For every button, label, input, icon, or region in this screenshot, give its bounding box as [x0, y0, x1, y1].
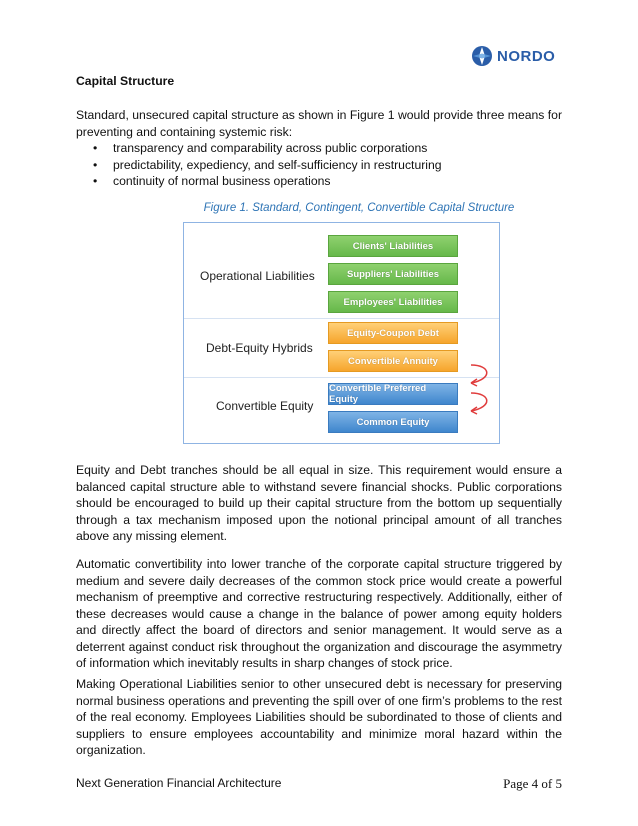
bullet-item: • transparency and comparability across public corporations — [76, 140, 562, 157]
bullet-item: • predictability, expediency, and self-sufficiency in restructuring — [76, 157, 562, 174]
intro-paragraph: Standard, unsecured capital structure as shown in Figure 1 would provide three means for preventing and containing systemic risk: — [76, 108, 562, 139]
footer-title: Next Generation Financial Architecture — [76, 776, 282, 790]
conversion-arrows — [467, 361, 497, 421]
bullet-item: • continuity of normal business operations — [76, 173, 562, 190]
tranche-convertible-preferred-equity: Convertible Preferred Equity — [328, 383, 458, 405]
section-heading: Capital Structure — [76, 74, 175, 88]
tranche-employees-liabilities: Employees' Liabilities — [328, 291, 458, 313]
figure-caption: Figure 1. Standard, Contingent, Convertible Capital Structure — [203, 202, 515, 214]
tranche-common-equity: Common Equity — [328, 411, 458, 433]
conversion-arrow-icon — [471, 365, 487, 383]
logo — [471, 44, 555, 68]
page-footer — [76, 776, 562, 792]
paragraph-tranche-size: Equity and Debt tranches should be all equal in size. This requirement would ensure a balanced capital structure able to withstand severe financial shocks. Public corporations should be encouraged to build up their capital structure from the bottom up sequentially through a tax mechanism imposed upon the notional principal amount of all tranches above any missing element. — [76, 463, 562, 543]
capital-structure-figure — [183, 222, 500, 444]
conversion-arrow-icon — [471, 393, 487, 411]
group-divider — [184, 377, 499, 378]
paragraph-operational-liabilities: Making Operational Liabilities senior to other unsecured debt is necessary for preserving normal business operations and preventing the spill over of one firm’s problems to the rest of the real economy. Employees Liabilities should be subordinated to those of clients and suppliers to ensure employees accountability and minimize moral hazard within the organization. — [76, 677, 562, 757]
tranche-equity-coupon-debt: Equity-Coupon Debt — [328, 322, 458, 344]
tranche-convertible-annuity: Convertible Annuity — [328, 350, 458, 372]
tranche-suppliers-liabilities: Suppliers' Liabilities — [328, 263, 458, 285]
risk-bullet-list — [76, 140, 562, 190]
group-label-equity: Convertible Equity — [216, 399, 314, 413]
nordo-logo-icon — [471, 45, 493, 67]
tranche-clients-liabilities: Clients' Liabilities — [328, 235, 458, 257]
group-label-operational: Operational Liabilities — [200, 269, 315, 283]
group-divider — [184, 318, 499, 319]
page-number: Page 4 of 5 — [503, 776, 562, 791]
group-label-hybrids: Debt-Equity Hybrids — [206, 341, 313, 355]
logo-text: NORDO — [497, 47, 556, 65]
paragraph-convertibility: Automatic convertibility into lower tranche of the corporate capital structure triggered by medium and severe daily decreases of the common stock price would create a powerful mechanism of preemptive and corrective restructuring respectively. Additionally, either of these decreases would cause a change in the balance of power among equity holders and directly affect the board of directors and senior management. It would serve as a deterrent against conduct risk throughout the organization and discourage the asymmetry of information which inevitably results in sharp changes of stock price. — [76, 557, 562, 670]
